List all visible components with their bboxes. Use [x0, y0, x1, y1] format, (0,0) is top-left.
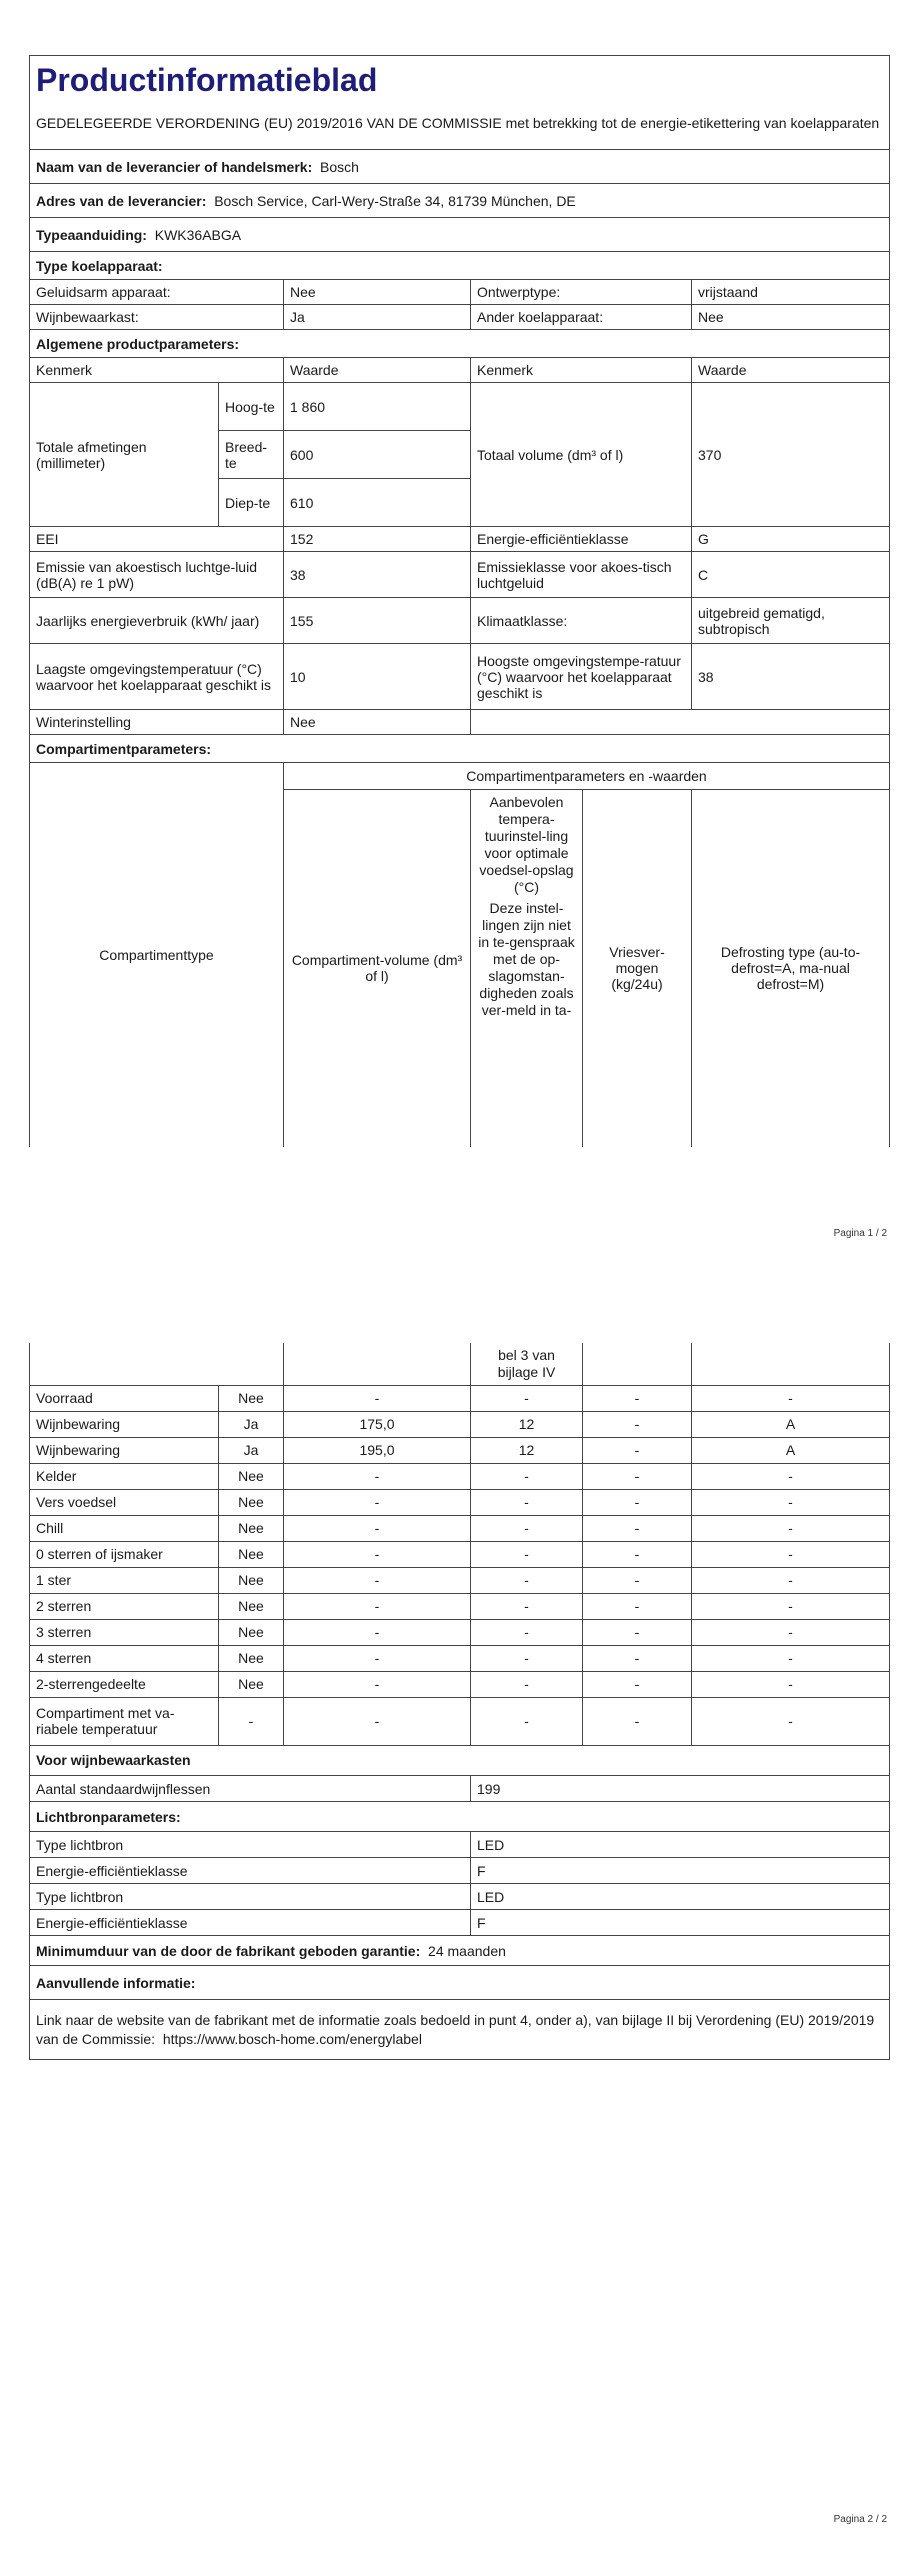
table-row — [30, 1645, 890, 1671]
comp-volume: - — [284, 1463, 471, 1489]
comp-temp: - — [471, 1515, 583, 1541]
jaarlijks-value: 155 — [284, 598, 471, 644]
comp-volume: 195,0 — [284, 1437, 471, 1463]
comp-present: Ja — [219, 1437, 284, 1463]
light2-type-value: LED — [471, 1884, 890, 1910]
comp-defrost: - — [692, 1593, 890, 1619]
breedte-value: 600 — [284, 431, 471, 479]
page-number-2: Pagina 2 / 2 — [833, 2514, 887, 2525]
flessen-label: Aantal standaardwijnflessen — [30, 1776, 471, 1802]
comp-temp-header-b: Deze instel-lingen zijn niet in te-genspraak met de op-slagomstan-digheden zoals ver-meld in ta- — [478, 899, 575, 1018]
geluid-label: Geluidsarm apparaat: — [30, 280, 284, 305]
comp-volume: - — [284, 1671, 471, 1697]
comp-vries: - — [583, 1567, 692, 1593]
table-row — [30, 1541, 890, 1567]
comp-vries: - — [583, 1515, 692, 1541]
comp-temp-header-a: Aanbevolen tempera-tuurinstel-ling voor optimale voedsel-opslag (°C) — [479, 793, 574, 895]
comp-name: Voorraad — [30, 1385, 219, 1411]
comp-temp: - — [471, 1489, 583, 1515]
comp-volume: 175,0 — [284, 1411, 471, 1437]
emissieklasse-value: C — [692, 552, 890, 598]
comp-name: Chill — [30, 1515, 219, 1541]
comp-defrost: - — [692, 1463, 890, 1489]
comp-defrost: A — [692, 1411, 890, 1437]
comp-vries: - — [583, 1645, 692, 1671]
comp-temp: - — [471, 1385, 583, 1411]
afmetingen-label: Totale afmetingen (millimeter) — [30, 383, 219, 527]
wijnkast-heading: Voor wijnbewaarkasten — [30, 1746, 890, 1776]
algemene-heading: Algemene productparameters: — [30, 330, 890, 358]
variabel-defrost: - — [692, 1697, 890, 1745]
garantie-value: 24 maanden — [428, 1942, 506, 1959]
light1-class-label: Energie-efficiëntieklasse — [30, 1858, 471, 1884]
comp-volume: - — [284, 1619, 471, 1645]
regulation-text: GEDELEGEERDE VERORDENING (EU) 2019/2016 VAN DE COMMISSIE met betrekking tot de energie-etikettering van koelapparaten — [30, 100, 890, 150]
emissie-value: 38 — [284, 552, 471, 598]
comp-vries: - — [583, 1385, 692, 1411]
comp-vries: - — [583, 1541, 692, 1567]
table-row — [30, 1671, 890, 1697]
hoogte-label: Hoog-te — [219, 383, 284, 431]
light1-type-label: Type lichtbron — [30, 1832, 471, 1858]
type-label: Typeaanduiding: — [36, 226, 147, 243]
klimaat-label: Klimaatklasse: — [471, 598, 692, 644]
light2-type-label: Type lichtbron — [30, 1884, 471, 1910]
wijn-value: Ja — [284, 305, 471, 330]
comp-name: 2-sterrengedeelte — [30, 1671, 219, 1697]
table-row — [30, 1489, 890, 1515]
col-waarde-1: Waarde — [284, 358, 471, 383]
other-params-table — [29, 1746, 890, 2061]
comp-present: Nee — [219, 1671, 284, 1697]
comp-defrost: A — [692, 1437, 890, 1463]
comp-name: 0 sterren of ijsmaker — [30, 1541, 219, 1567]
comp-vries-header: Vriesver-mogen (kg/24u) — [583, 789, 692, 1147]
emissieklasse-label: Emissieklasse voor akoes-tisch luchtgeluid — [471, 552, 692, 598]
comp-defrost-header: Defrosting type (au-to-defrost=A, ma-nual defrost=M) — [692, 789, 890, 1147]
table-row — [30, 1593, 890, 1619]
comp-volume-header: Compartiment-volume (dm³ of l) — [284, 789, 471, 1147]
supplier-value: Bosch — [320, 158, 359, 175]
table-row — [30, 1437, 890, 1463]
table-row — [30, 1515, 890, 1541]
variabel-temp: - — [471, 1697, 583, 1745]
light1-type-value: LED — [471, 1832, 890, 1858]
comp-name: 4 sterren — [30, 1645, 219, 1671]
table-row — [30, 1463, 890, 1489]
supplier-label: Naam van de leverancier of handelsmerk: — [36, 158, 313, 175]
volume-label: Totaal volume (dm³ of l) — [471, 383, 692, 527]
comp-temp: - — [471, 1593, 583, 1619]
comp-type-header: Compartimenttype — [30, 763, 284, 1147]
eei-label: EEI — [30, 527, 284, 552]
comp-temp: - — [471, 1567, 583, 1593]
address-row — [30, 184, 890, 218]
comp-volume: - — [284, 1593, 471, 1619]
link-row — [30, 2000, 890, 2060]
ander-value: Nee — [692, 305, 890, 330]
eei-value: 152 — [284, 527, 471, 552]
comp-vries: - — [583, 1411, 692, 1437]
comp-temp: - — [471, 1619, 583, 1645]
comp-present: Nee — [219, 1541, 284, 1567]
light1-class-value: F — [471, 1858, 890, 1884]
col-kenmerk-2: Kenmerk — [471, 358, 692, 383]
hoogste-label: Hoogste omgevingstempe-ratuur (°C) waarvoor het koelapparaat geschikt is — [471, 644, 692, 710]
comp-volume: - — [284, 1567, 471, 1593]
compartment-table — [29, 1343, 890, 1746]
wijn-label: Wijnbewaarkast: — [30, 305, 284, 330]
comp-volume: - — [284, 1385, 471, 1411]
comp-present: Nee — [219, 1463, 284, 1489]
comp-temp: - — [471, 1645, 583, 1671]
comp-vries: - — [583, 1437, 692, 1463]
eeklasse-value: G — [692, 527, 890, 552]
comp-volume: - — [284, 1515, 471, 1541]
comp-type-cont — [30, 1343, 284, 1385]
comp-temp-header-cont: bel 3 van bijlage IV — [471, 1343, 583, 1385]
comp-volume: - — [284, 1541, 471, 1567]
comp-vries: - — [583, 1619, 692, 1645]
comp-name: Wijnbewaring — [30, 1437, 219, 1463]
table-row — [30, 1411, 890, 1437]
comp-name: Kelder — [30, 1463, 219, 1489]
comp-present: Nee — [219, 1385, 284, 1411]
comp-present: Nee — [219, 1593, 284, 1619]
comp-defrost: - — [692, 1489, 890, 1515]
link-text: Link naar de website van de fabrikant met de informatie zoals bedoeld in punt 4, onder a), van bijlage II bij Verordening (EU) 2019/2019 van de Commissie: — [36, 2011, 875, 2047]
comp-present: Nee — [219, 1619, 284, 1645]
comp-defrost-cont — [692, 1343, 890, 1385]
page-title: Productinformatieblad — [30, 56, 890, 100]
comp-present: Nee — [219, 1515, 284, 1541]
supplier-row — [30, 150, 890, 184]
col-kenmerk-1: Kenmerk — [30, 358, 284, 383]
aanvullend-heading: Aanvullende informatie: — [30, 1966, 890, 2000]
comp-defrost: - — [692, 1645, 890, 1671]
comp-name: 2 sterren — [30, 1593, 219, 1619]
comp-vries: - — [583, 1463, 692, 1489]
comp-present: Nee — [219, 1645, 284, 1671]
manufacturer-link[interactable]: https://www.bosch-home.com/energylabel — [162, 2030, 422, 2047]
comp-defrost: - — [692, 1541, 890, 1567]
eeklasse-label: Energie-efficiëntieklasse — [471, 527, 692, 552]
winter-empty — [471, 710, 890, 735]
comp-name: 3 sterren — [30, 1619, 219, 1645]
comp-present: Nee — [219, 1567, 284, 1593]
ander-label: Ander koelapparaat: — [471, 305, 692, 330]
address-label: Adres van de leverancier: — [36, 192, 207, 209]
variabel-volume: - — [284, 1697, 471, 1745]
hoogte-value: 1 860 — [284, 383, 471, 431]
address-value: Bosch Service, Carl-Wery-Straße 34, 81739 München, DE — [214, 192, 576, 209]
comp-vries: - — [583, 1489, 692, 1515]
jaarlijks-label: Jaarlijks energieverbruik (kWh/ jaar) — [30, 598, 284, 644]
type-koel-heading: Type koelapparaat: — [30, 252, 890, 280]
comp-temp: - — [471, 1541, 583, 1567]
comp-defrost: - — [692, 1567, 890, 1593]
volume-value: 370 — [692, 383, 890, 527]
comp-vries: - — [583, 1671, 692, 1697]
laagste-label: Laagste omgevingstemperatuur (°C) waarvoor het koelapparaat geschikt is — [30, 644, 284, 710]
comp-defrost: - — [692, 1385, 890, 1411]
table-row — [30, 1697, 890, 1745]
comp-defrost: - — [692, 1671, 890, 1697]
comp-name: 1 ster — [30, 1567, 219, 1593]
comp-name: Wijnbewaring — [30, 1411, 219, 1437]
breedte-label: Breed-te — [219, 431, 284, 479]
col-waarde-2: Waarde — [692, 358, 890, 383]
geluid-value: Nee — [284, 280, 471, 305]
comp-volume-cont — [284, 1343, 471, 1385]
type-row — [30, 218, 890, 252]
compartiment-heading: Compartimentparameters: — [30, 735, 890, 763]
variabel-present: - — [219, 1697, 284, 1745]
ontwerp-label: Ontwerptype: — [471, 280, 692, 305]
variabel-vries: - — [583, 1697, 692, 1745]
page-1 — [29, 55, 889, 1147]
comp-temp: - — [471, 1463, 583, 1489]
page-number-1: Pagina 1 / 2 — [833, 1228, 887, 1239]
compartment-header-table — [29, 763, 890, 1147]
garantie-label: Minimumduur van de door de fabrikant geboden garantie: — [36, 1942, 421, 1959]
comp-temp-header — [471, 789, 583, 1147]
comp-temp: - — [471, 1671, 583, 1697]
comp-volume: - — [284, 1489, 471, 1515]
klimaat-value: uitgebreid gematigd, subtropisch — [692, 598, 890, 644]
product-info-table-page-1 — [29, 55, 890, 763]
comp-name: Vers voedsel — [30, 1489, 219, 1515]
table-row — [30, 1567, 890, 1593]
page-2 — [29, 1343, 889, 2060]
table-row — [30, 1385, 890, 1411]
comp-vries: - — [583, 1593, 692, 1619]
ontwerp-value: vrijstaand — [692, 280, 890, 305]
comp-present: Nee — [219, 1489, 284, 1515]
light2-class-label: Energie-efficiëntieklasse — [30, 1910, 471, 1936]
comp-temp: 12 — [471, 1437, 583, 1463]
table-row — [30, 1619, 890, 1645]
comp-present: Ja — [219, 1411, 284, 1437]
diepte-value: 610 — [284, 479, 471, 527]
winter-label: Winterinstelling — [30, 710, 284, 735]
variabel-name: Compartiment met va-riabele temperatuur — [30, 1697, 219, 1745]
laagste-value: 10 — [284, 644, 471, 710]
type-value: KWK36ABGA — [154, 226, 242, 243]
comp-volume: - — [284, 1645, 471, 1671]
light2-class-value: F — [471, 1910, 890, 1936]
flessen-value: 199 — [471, 1776, 890, 1802]
comp-params-header: Compartimentparameters en -waarden — [284, 763, 890, 789]
garantie-row — [30, 1936, 890, 1966]
diepte-label: Diep-te — [219, 479, 284, 527]
comp-defrost: - — [692, 1515, 890, 1541]
comp-temp: 12 — [471, 1411, 583, 1437]
winter-value: Nee — [284, 710, 471, 735]
hoogste-value: 38 — [692, 644, 890, 710]
comp-defrost: - — [692, 1619, 890, 1645]
comp-vries-cont — [583, 1343, 692, 1385]
licht-heading: Lichtbronparameters: — [30, 1802, 890, 1832]
emissie-label: Emissie van akoestisch luchtge-luid (dB(A) re 1 pW) — [30, 552, 284, 598]
